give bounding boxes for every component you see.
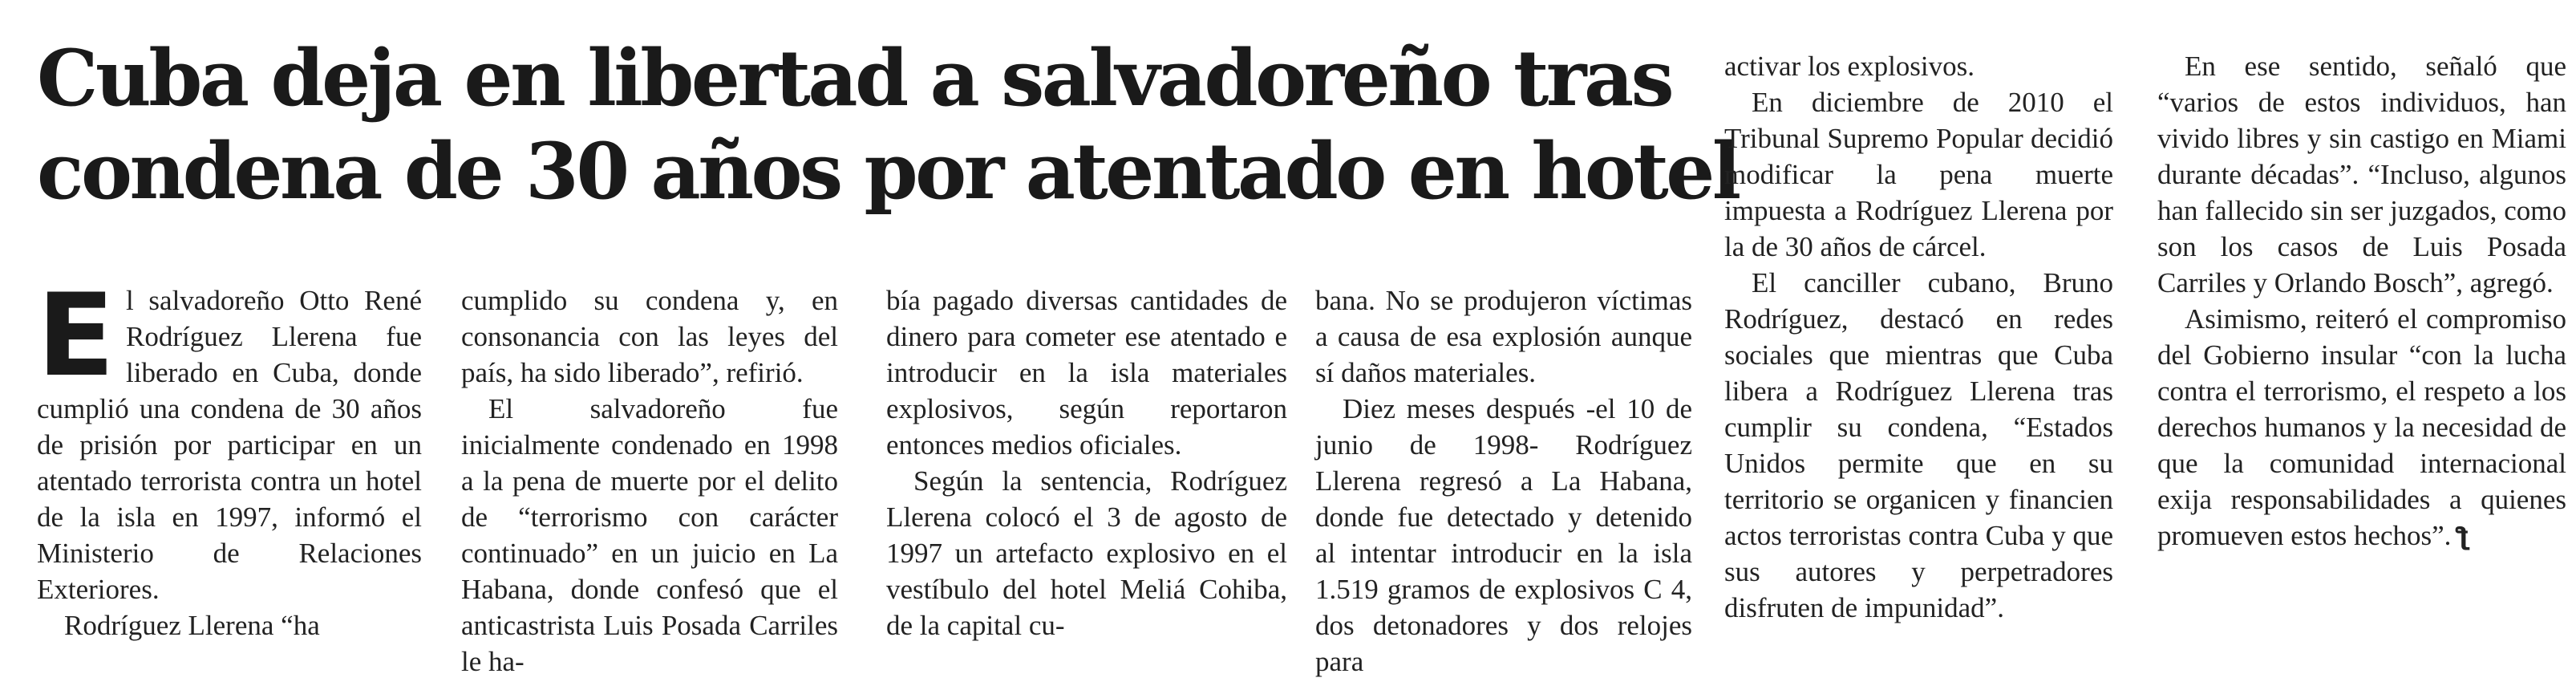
- drop-cap: E: [37, 270, 115, 402]
- end-of-article-mark: ƪ: [2456, 523, 2469, 551]
- paragraph: Según la sentencia, Rodríguez Llerena colocó el 3 de agosto de 1997 un artefacto explosivo en el vestíbulo del hotel Meliá Cohiba, de la capital cu-: [886, 465, 1287, 641]
- paragraph: bana. No se produjeron víctimas a causa de esa explosión aunque sí daños materiales.: [1315, 285, 1692, 388]
- article-column-5: [1724, 48, 2113, 626]
- lead-paragraph: [37, 270, 422, 607]
- lead-paragraph-text: l salvadoreño Otto René Rodríguez Llerena fue liberado en Cuba, donde cumplió una condena de 30 años de prisión por participar en un atentado terrorista contra un hotel de la isla en 1997, informó el Ministerio de Relaciones Exteriores.: [37, 285, 422, 605]
- article-column-3: [886, 282, 1287, 643]
- paragraph: En ese sentido, señaló que “varios de estos individuos, han vivido libres y sin castigo en Miami durante décadas”. “Incluso, algunos han fallecido sin ser juzgados, como son los casos de Luis Posada Carriles y Orlando Bosch”, agregó.: [2157, 51, 2566, 298]
- paragraph: Rodríguez Llerena “ha: [64, 610, 320, 641]
- paragraph: El canciller cubano, Bruno Rodríguez, destacó en redes sociales que mientras que Cuba libera a Rodríguez Llerena tras cumplir su condena, “Estados Unidos permite que en su territorio se organicen y financien actos terroristas contra Cuba y que sus autores y perpetradores disfruten de impunidad”.: [1724, 267, 2113, 623]
- headline: [37, 32, 1739, 218]
- paragraph-final: [2157, 301, 2566, 555]
- paragraph: bía pagado diversas cantidades de dinero para cometer ese atentado e introducir en la isla materiales explosivos, según reportaron entonces medios oficiales.: [886, 285, 1287, 461]
- article-column-6: [2157, 48, 2566, 555]
- article-column-1: [37, 270, 422, 643]
- headline-line-2: condena de 30 años por atentado en hotel: [37, 126, 1739, 217]
- article-column-2: [461, 282, 838, 680]
- paragraph-final-text: Asimismo, reiteró el compromiso del Gobierno insular “con la lucha contra el terrorismo, el respeto a los derechos humanos y la necesidad de que la comunidad internacional exija responsabilidades a quienes promueven estos hechos”.: [2157, 303, 2566, 551]
- paragraph: activar los explosivos.: [1724, 51, 1975, 82]
- paragraph: El salvadoreño fue inicialmente condenado en 1998 a la pena de muerte por el delito de “terrorismo con carácter continuado” en un juicio en La Habana, donde confesó que el anticastrista Luis Posada Carriles le ha-: [461, 393, 838, 677]
- headline-line-1: Cuba deja en libertad a salvadoreño tras: [37, 33, 1672, 124]
- paragraph: cumplido su condena y, en consonancia con las leyes del país, ha sido liberado”, refirió.: [461, 285, 838, 388]
- article-column-4: [1315, 282, 1692, 680]
- paragraph: En diciembre de 2010 el Tribunal Supremo Popular decidió modificar la pena muerte impuesta a Rodríguez Llerena por la de 30 años de cárcel.: [1724, 87, 2113, 262]
- paragraph: Diez meses después -el 10 de junio de 1998- Rodríguez Llerena regresó a La Habana, donde fue detectado y detenido al intentar introducir en la isla 1.519 gramos de explosivos C 4, dos detonadores y dos relojes para: [1315, 393, 1692, 677]
